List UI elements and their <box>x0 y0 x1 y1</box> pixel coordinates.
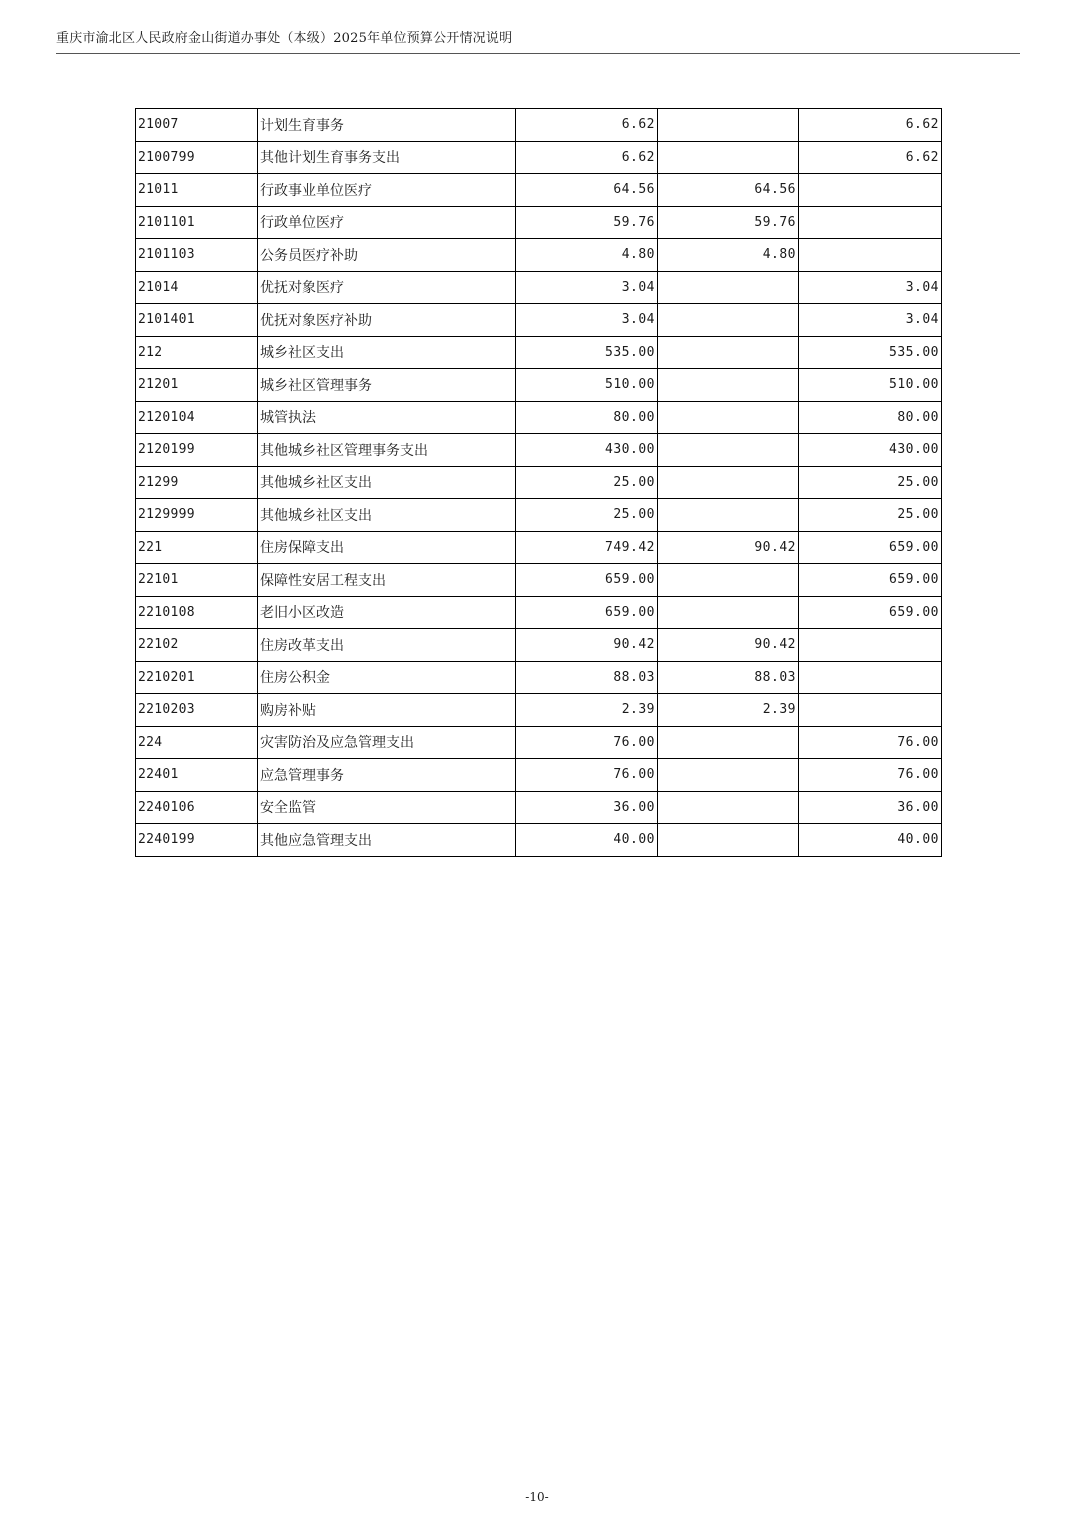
cell-function-name: 计划生育事务 <box>258 109 516 142</box>
cell-function-code: 22102 <box>136 629 258 662</box>
cell-function-name: 其他应急管理支出 <box>258 824 516 857</box>
cell-project-expenditure: 510.00 <box>799 369 942 402</box>
cell-function-code: 2129999 <box>136 499 258 532</box>
cell-basic-expenditure <box>658 434 799 467</box>
page-header-title: 重庆市渝北区人民政府金山街道办事处（本级）2025年单位预算公开情况说明 <box>56 31 513 46</box>
cell-basic-expenditure <box>658 304 799 337</box>
budget-table-body <box>136 109 942 857</box>
page-number: -10- <box>525 1490 549 1504</box>
cell-total-amount: 659.00 <box>516 596 658 629</box>
cell-function-name: 城乡社区支出 <box>258 336 516 369</box>
cell-basic-expenditure <box>658 596 799 629</box>
cell-function-code: 221 <box>136 531 258 564</box>
cell-basic-expenditure <box>658 336 799 369</box>
cell-project-expenditure: 430.00 <box>799 434 942 467</box>
cell-project-expenditure <box>799 694 942 727</box>
cell-function-name: 其他城乡社区支出 <box>258 499 516 532</box>
cell-project-expenditure: 659.00 <box>799 596 942 629</box>
cell-total-amount: 510.00 <box>516 369 658 402</box>
cell-function-code: 2101103 <box>136 239 258 272</box>
cell-total-amount: 4.80 <box>516 239 658 272</box>
cell-project-expenditure: 76.00 <box>799 726 942 759</box>
table-row <box>136 401 942 434</box>
cell-function-code: 21014 <box>136 271 258 304</box>
cell-function-name: 其他计划生育事务支出 <box>258 141 516 174</box>
cell-function-code: 21011 <box>136 174 258 207</box>
cell-function-code: 2210203 <box>136 694 258 727</box>
cell-project-expenditure <box>799 174 942 207</box>
header-divider <box>56 53 1020 54</box>
table-row <box>136 791 942 824</box>
cell-function-name: 灾害防治及应急管理支出 <box>258 726 516 759</box>
table-row <box>136 174 942 207</box>
table-row <box>136 141 942 174</box>
table-row <box>136 694 942 727</box>
cell-basic-expenditure <box>658 759 799 792</box>
cell-basic-expenditure <box>658 824 799 857</box>
table-row <box>136 531 942 564</box>
cell-project-expenditure: 25.00 <box>799 499 942 532</box>
table-row <box>136 759 942 792</box>
table-row <box>136 336 942 369</box>
cell-function-code: 2101101 <box>136 206 258 239</box>
cell-total-amount: 6.62 <box>516 109 658 142</box>
table-row <box>136 596 942 629</box>
cell-total-amount: 76.00 <box>516 726 658 759</box>
cell-function-code: 21007 <box>136 109 258 142</box>
cell-project-expenditure: 76.00 <box>799 759 942 792</box>
cell-basic-expenditure <box>658 271 799 304</box>
cell-project-expenditure <box>799 206 942 239</box>
cell-function-code: 2101401 <box>136 304 258 337</box>
cell-function-name: 公务员医疗补助 <box>258 239 516 272</box>
cell-total-amount: 40.00 <box>516 824 658 857</box>
cell-total-amount: 3.04 <box>516 271 658 304</box>
cell-function-name: 安全监管 <box>258 791 516 824</box>
cell-project-expenditure: 3.04 <box>799 271 942 304</box>
cell-basic-expenditure <box>658 141 799 174</box>
cell-function-name: 优抚对象医疗 <box>258 271 516 304</box>
cell-total-amount: 749.42 <box>516 531 658 564</box>
cell-project-expenditure: 80.00 <box>799 401 942 434</box>
cell-function-name: 住房改革支出 <box>258 629 516 662</box>
cell-function-code: 2210108 <box>136 596 258 629</box>
cell-project-expenditure: 36.00 <box>799 791 942 824</box>
cell-basic-expenditure <box>658 726 799 759</box>
table-row <box>136 466 942 499</box>
cell-basic-expenditure <box>658 499 799 532</box>
cell-function-name: 城管执法 <box>258 401 516 434</box>
cell-total-amount: 59.76 <box>516 206 658 239</box>
cell-project-expenditure: 6.62 <box>799 109 942 142</box>
table-row <box>136 304 942 337</box>
budget-table <box>135 108 942 857</box>
cell-total-amount: 3.04 <box>516 304 658 337</box>
cell-basic-expenditure <box>658 401 799 434</box>
cell-function-name: 住房公积金 <box>258 661 516 694</box>
cell-project-expenditure: 6.62 <box>799 141 942 174</box>
cell-function-code: 224 <box>136 726 258 759</box>
table-row <box>136 109 942 142</box>
cell-total-amount: 659.00 <box>516 564 658 597</box>
cell-basic-expenditure: 90.42 <box>658 531 799 564</box>
cell-total-amount: 88.03 <box>516 661 658 694</box>
cell-function-code: 21201 <box>136 369 258 402</box>
cell-basic-expenditure: 64.56 <box>658 174 799 207</box>
cell-basic-expenditure <box>658 369 799 402</box>
cell-total-amount: 2.39 <box>516 694 658 727</box>
table-row <box>136 369 942 402</box>
cell-function-code: 2210201 <box>136 661 258 694</box>
cell-project-expenditure <box>799 239 942 272</box>
table-row <box>136 661 942 694</box>
cell-project-expenditure: 659.00 <box>799 531 942 564</box>
table-row <box>136 206 942 239</box>
table-row <box>136 564 942 597</box>
cell-function-code: 2100799 <box>136 141 258 174</box>
cell-project-expenditure: 25.00 <box>799 466 942 499</box>
cell-function-name: 其他城乡社区管理事务支出 <box>258 434 516 467</box>
cell-total-amount: 430.00 <box>516 434 658 467</box>
cell-total-amount: 6.62 <box>516 141 658 174</box>
cell-function-name: 应急管理事务 <box>258 759 516 792</box>
cell-basic-expenditure: 59.76 <box>658 206 799 239</box>
cell-function-name: 行政单位医疗 <box>258 206 516 239</box>
cell-function-name: 保障性安居工程支出 <box>258 564 516 597</box>
cell-function-name: 城乡社区管理事务 <box>258 369 516 402</box>
cell-project-expenditure <box>799 661 942 694</box>
cell-basic-expenditure <box>658 466 799 499</box>
cell-basic-expenditure: 88.03 <box>658 661 799 694</box>
cell-function-code: 22101 <box>136 564 258 597</box>
cell-function-code: 2240106 <box>136 791 258 824</box>
cell-total-amount: 64.56 <box>516 174 658 207</box>
cell-project-expenditure <box>799 629 942 662</box>
cell-function-name: 老旧小区改造 <box>258 596 516 629</box>
cell-basic-expenditure: 90.42 <box>658 629 799 662</box>
cell-total-amount: 80.00 <box>516 401 658 434</box>
cell-function-code: 21299 <box>136 466 258 499</box>
cell-total-amount: 25.00 <box>516 466 658 499</box>
cell-function-name: 优抚对象医疗补助 <box>258 304 516 337</box>
cell-total-amount: 25.00 <box>516 499 658 532</box>
cell-project-expenditure: 659.00 <box>799 564 942 597</box>
table-row <box>136 271 942 304</box>
cell-total-amount: 36.00 <box>516 791 658 824</box>
cell-basic-expenditure <box>658 109 799 142</box>
cell-function-code: 2120199 <box>136 434 258 467</box>
cell-basic-expenditure: 2.39 <box>658 694 799 727</box>
cell-basic-expenditure <box>658 564 799 597</box>
cell-function-name: 住房保障支出 <box>258 531 516 564</box>
cell-function-code: 2120104 <box>136 401 258 434</box>
cell-function-code: 22401 <box>136 759 258 792</box>
cell-project-expenditure: 40.00 <box>799 824 942 857</box>
cell-basic-expenditure <box>658 791 799 824</box>
cell-project-expenditure: 535.00 <box>799 336 942 369</box>
table-row <box>136 499 942 532</box>
cell-basic-expenditure: 4.80 <box>658 239 799 272</box>
table-row <box>136 726 942 759</box>
table-row <box>136 824 942 857</box>
cell-total-amount: 535.00 <box>516 336 658 369</box>
cell-function-name: 购房补贴 <box>258 694 516 727</box>
cell-function-code: 2240199 <box>136 824 258 857</box>
table-row <box>136 629 942 662</box>
table-row <box>136 434 942 467</box>
cell-total-amount: 90.42 <box>516 629 658 662</box>
table-row <box>136 239 942 272</box>
cell-total-amount: 76.00 <box>516 759 658 792</box>
cell-project-expenditure: 3.04 <box>799 304 942 337</box>
cell-function-code: 212 <box>136 336 258 369</box>
cell-function-name: 其他城乡社区支出 <box>258 466 516 499</box>
cell-function-name: 行政事业单位医疗 <box>258 174 516 207</box>
